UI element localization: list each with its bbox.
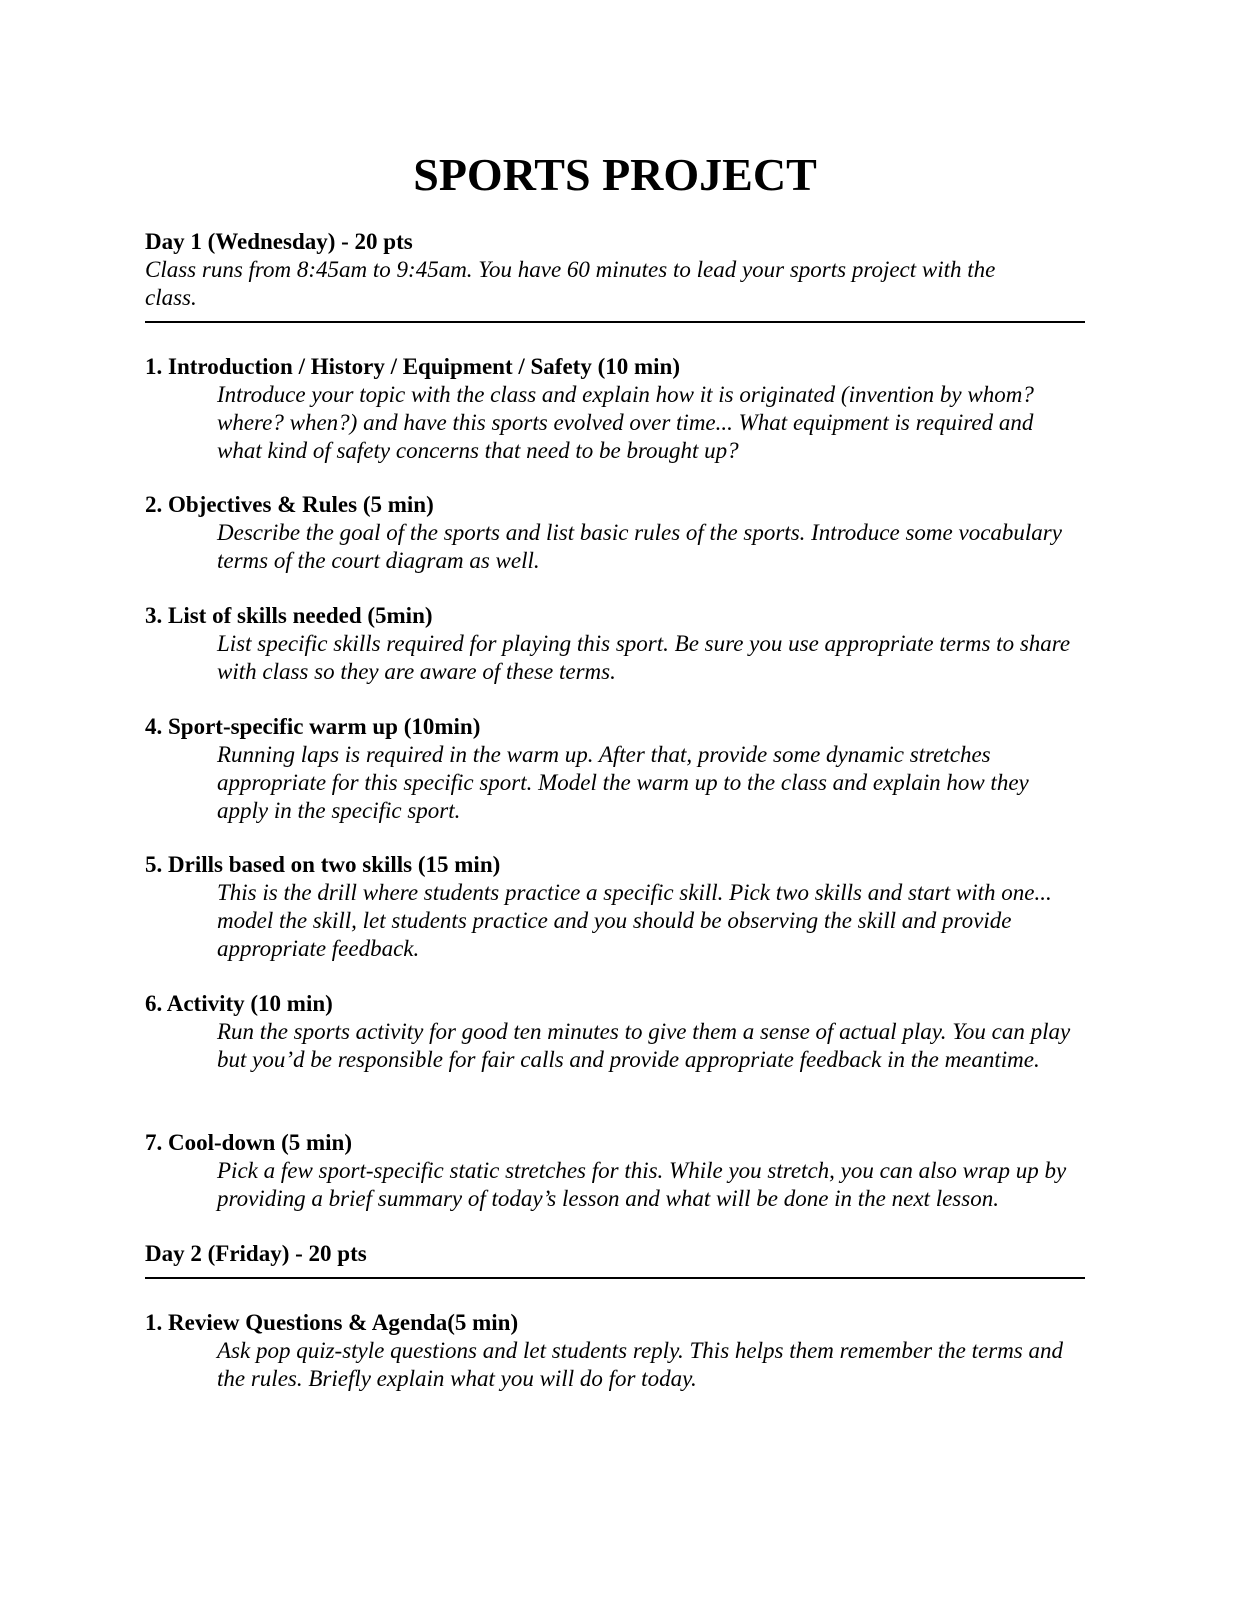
section-body: Run the sports activity for good ten minutes to give them a sense of actual play. You can play but you’d be responsible for fair calls and provide appropriate feedback in the meantime. [217, 1019, 1071, 1072]
section-heading: 2. Objectives & Rules (5 min) [145, 492, 434, 517]
day-1-section [145, 851, 1085, 963]
section-heading: 6. Activity (10 min) [145, 991, 333, 1016]
page-title: SPORTS PROJECT [413, 149, 817, 200]
day-2-section [145, 1309, 1085, 1393]
section-body: List specific skills required for playing this sport. Be sure you use appropriate terms to share with class so they are aware of these terms. [217, 631, 1071, 684]
day-1-section [145, 491, 1085, 575]
section-body: This is the drill where students practice a specific skill. Pick two skills and start with one... model the skill, let students practice and you should be observing the skill and provide appropriate feedback. [217, 880, 1052, 961]
section-body: Pick a few sport-specific static stretches for this. While you stretch, you can also wrap up by providing a brief summary of today’s lesson and what will be done in the next lesson. [217, 1158, 1067, 1211]
day-2-divider [145, 1277, 1085, 1279]
day-2-header [145, 1240, 1085, 1268]
section-body: Ask pop quiz-style questions and let students reply. This helps them remember the terms and the rules. Briefly explain what you will do for today. [217, 1338, 1064, 1391]
day-1-heading: Day 1 (Wednesday) - 20 pts [145, 229, 413, 254]
day-1-section [145, 1129, 1085, 1213]
section-body: Describe the goal of the sports and list basic rules of the sports. Introduce some vocabulary terms of the court diagram as well. [217, 520, 1062, 573]
day-1-section [145, 990, 1085, 1074]
section-heading: 5. Drills based on two skills (15 min) [145, 852, 501, 877]
section-heading: 1. Introduction / History / Equipment / Safety (10 min) [145, 354, 680, 379]
section-heading: 1. Review Questions & Agenda(5 min) [145, 1310, 519, 1335]
section-heading: 3. List of skills needed (5min) [145, 603, 433, 628]
day-1-section [145, 353, 1085, 465]
day-1-section [145, 602, 1085, 686]
day-1-description: Class runs from 8:45am to 9:45am. You have 60 minutes to lead your sports project with the class. [145, 257, 996, 310]
day-1-section [145, 713, 1085, 825]
day-1-header [145, 228, 1085, 312]
section-heading: 4. Sport-specific warm up (10min) [145, 714, 481, 739]
section-body: Running laps is required in the warm up. After that, provide some dynamic stretches appropriate for this specific sport. Model the warm up to the class and explain how they apply in the specific sport. [217, 742, 1029, 823]
section-body: Introduce your topic with the class and explain how it is originated (invention by whom? where? when?) and have this sports evolved over time... What equipment is required and what kind of safety concerns that need to be brought up? [217, 382, 1034, 463]
day-2-heading: Day 2 (Friday) - 20 pts [145, 1241, 367, 1266]
section-heading: 7. Cool-down (5 min) [145, 1130, 353, 1155]
day-1-divider [145, 321, 1085, 323]
